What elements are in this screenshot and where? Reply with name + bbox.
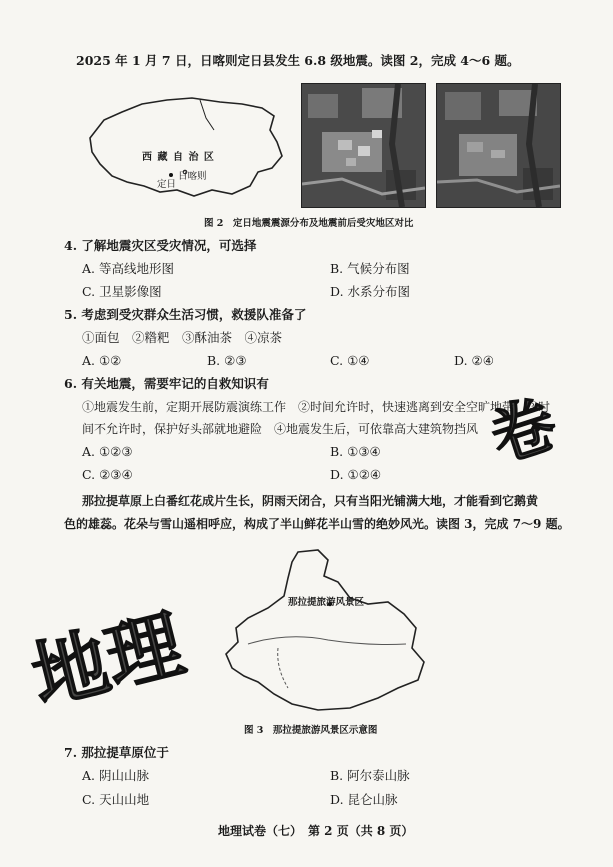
q6-option-c[interactable]: C. ②③④	[82, 467, 133, 482]
q7-option-c[interactable]: C. 天山山地	[82, 792, 150, 807]
q6-stem: 6. 有关地震，需要牢记的自救知识有	[64, 376, 269, 391]
q5-stem: 5. 考虑到受灾群众生活习惯，救援队准备了	[64, 307, 307, 322]
q6-option-b[interactable]: B. ①③④	[330, 444, 381, 459]
q5-option-b[interactable]: B. ②③	[207, 353, 247, 368]
watermark-left: 地理	[22, 598, 192, 722]
q7-option-a[interactable]: A. 阴山山脉	[82, 768, 149, 783]
q4-option-b[interactable]: B. 气候分布图	[330, 261, 410, 276]
q6-statement-line-2: 间不允许时，保护好头部就地避险 ④地震发生后，可依靠高大建筑物挡风	[82, 422, 479, 436]
intro-text-1: 2025 年 1 月 7 日，日喀则定日县发生 6.8 级地震。读图 2，完成 4～6 题。	[76, 53, 520, 68]
map-scenic-area-label: 那拉提旅游风景区	[288, 597, 365, 608]
q4-option-c[interactable]: C. 卫星影像图	[82, 284, 162, 299]
q6-option-d[interactable]: D. ①②④	[330, 467, 382, 482]
intro-text-2-line-2: 色的雄蕊。花朵与雪山遥相呼应，构成了半山鲜花半山雪的绝妙风光。读图 3，完成 7～9 题。	[64, 517, 570, 531]
page-footer: 地理试卷（七） 第 2 页（共 8 页）	[218, 824, 414, 838]
watermark-right: 卷	[481, 386, 566, 477]
q6-statement-line-1: ①地震发生前，定期开展防震演练工作 ②时间允许时，快速逃离到安全空旷地带 ③时	[82, 400, 551, 414]
q4-option-d[interactable]: D. 水系分布图	[330, 284, 411, 299]
satellite-photo-before	[301, 83, 426, 208]
q5-items: ①面包 ②糌粑 ③酥油茶 ④凉茶	[82, 330, 283, 345]
q4-stem: 4. 了解地震灾区受灾情况，可选择	[64, 238, 257, 253]
intro-text-2-line-1: 那拉提草原上白番红花成片生长，阴雨天闭合，只有当阳光铺满大地，才能看到它鹅黄	[82, 494, 539, 508]
xinjiang-outline-map	[218, 548, 438, 713]
q7-stem: 7. 那拉提草原位于	[64, 745, 169, 760]
figure-2-caption: 图 2 定日地震震源分布及地震前后受灾地区对比	[204, 218, 414, 229]
q4-option-a[interactable]: A. 等高线地形图	[82, 261, 174, 276]
map-city-shigatse: 日喀则	[178, 171, 207, 182]
q5-option-a[interactable]: A. ①②	[82, 353, 122, 368]
q5-option-d[interactable]: D. ②④	[454, 353, 494, 368]
map-region-label: 西 藏 自 治 区	[142, 152, 215, 163]
figure-3-caption: 图 3 那拉提旅游风景区示意图	[244, 725, 378, 736]
q6-option-a[interactable]: A. ①②③	[82, 444, 133, 459]
q7-option-d[interactable]: D. 昆仑山脉	[330, 792, 398, 807]
q5-option-c[interactable]: C. ①④	[330, 353, 370, 368]
q7-option-b[interactable]: B. 阿尔泰山脉	[330, 768, 410, 783]
satellite-photo-after	[436, 83, 561, 208]
map-city-dingri: 定日	[157, 179, 177, 190]
